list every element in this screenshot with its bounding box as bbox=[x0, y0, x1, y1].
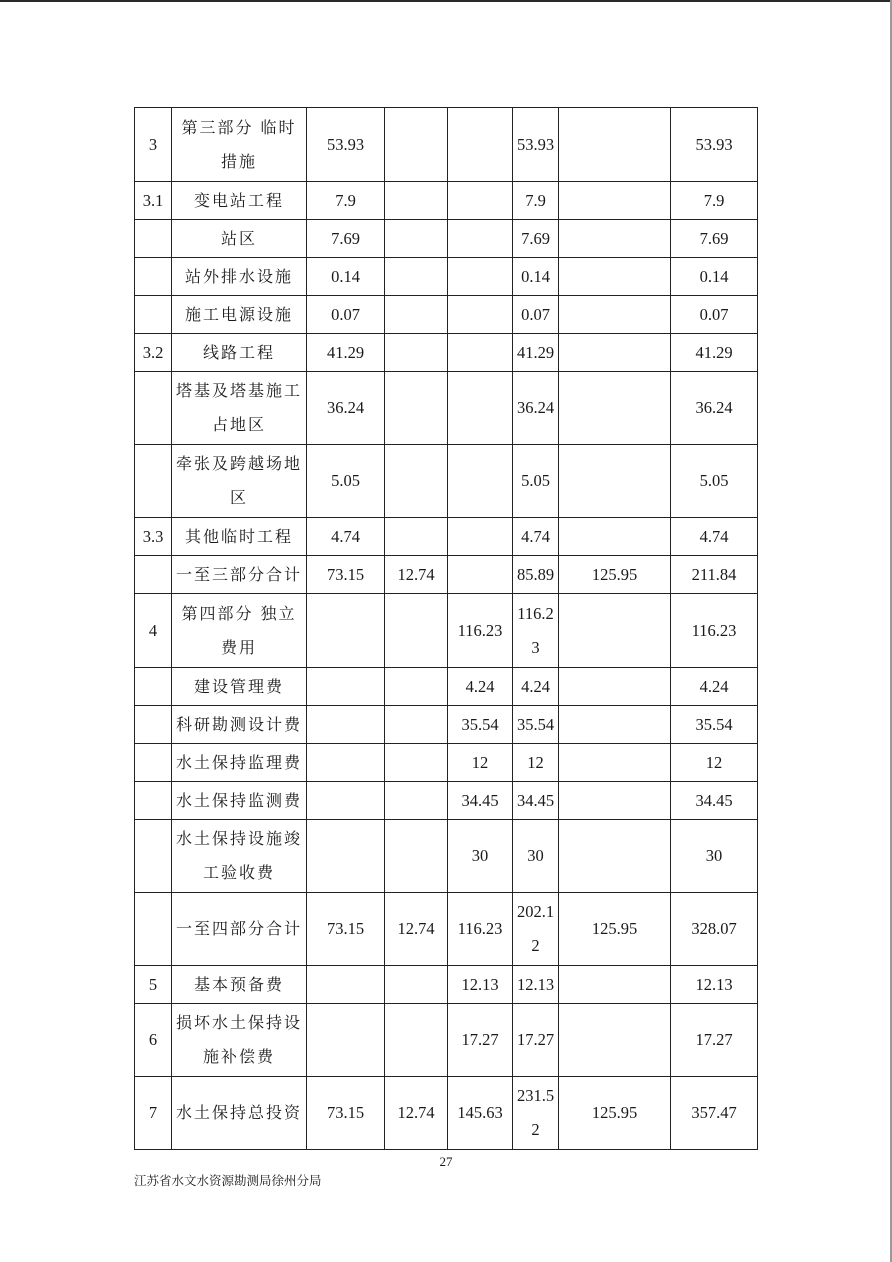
value-cell bbox=[307, 706, 385, 744]
table-row bbox=[135, 706, 758, 744]
value-cell bbox=[559, 258, 671, 296]
value-cell bbox=[559, 744, 671, 782]
value-cell: 41.29 bbox=[513, 334, 559, 372]
value-cell: 5.05 bbox=[513, 445, 559, 518]
row-number bbox=[135, 445, 172, 518]
table-row bbox=[135, 445, 758, 518]
value-cell: 53.93 bbox=[671, 108, 758, 182]
value-cell: 4.24 bbox=[671, 668, 758, 706]
value-cell bbox=[307, 594, 385, 668]
value-cell: 17.27 bbox=[448, 1004, 513, 1077]
value-cell: 7.69 bbox=[671, 220, 758, 258]
value-cell: 12.74 bbox=[385, 893, 448, 966]
value-cell: 30 bbox=[448, 820, 513, 893]
value-cell: 202.12 bbox=[513, 893, 559, 966]
value-cell: 116.23 bbox=[448, 594, 513, 668]
value-cell bbox=[559, 108, 671, 182]
row-number bbox=[135, 556, 172, 594]
value-cell: 0.07 bbox=[513, 296, 559, 334]
item-name: 科研勘测设计费 bbox=[172, 706, 307, 744]
row-number bbox=[135, 893, 172, 966]
table-row bbox=[135, 518, 758, 556]
row-number bbox=[135, 296, 172, 334]
row-number: 3.2 bbox=[135, 334, 172, 372]
value-cell bbox=[385, 220, 448, 258]
value-cell: 116.23 bbox=[513, 594, 559, 668]
value-cell bbox=[385, 782, 448, 820]
row-number: 6 bbox=[135, 1004, 172, 1077]
item-name: 其他临时工程 bbox=[172, 518, 307, 556]
value-cell bbox=[448, 182, 513, 220]
value-cell bbox=[307, 1004, 385, 1077]
item-name: 基本预备费 bbox=[172, 966, 307, 1004]
value-cell: 73.15 bbox=[307, 1077, 385, 1150]
value-cell: 0.14 bbox=[307, 258, 385, 296]
organization-footer: 江苏省水文水资源勘测局徐州分局 bbox=[134, 1173, 322, 1188]
value-cell bbox=[559, 820, 671, 893]
value-cell: 53.93 bbox=[513, 108, 559, 182]
row-number: 7 bbox=[135, 1077, 172, 1150]
value-cell: 145.63 bbox=[448, 1077, 513, 1150]
value-cell: 125.95 bbox=[559, 556, 671, 594]
row-number: 3 bbox=[135, 108, 172, 182]
table-row bbox=[135, 782, 758, 820]
row-number bbox=[135, 782, 172, 820]
value-cell: 125.95 bbox=[559, 1077, 671, 1150]
value-cell: 41.29 bbox=[307, 334, 385, 372]
row-number bbox=[135, 744, 172, 782]
item-name: 建设管理费 bbox=[172, 668, 307, 706]
value-cell bbox=[307, 782, 385, 820]
value-cell bbox=[448, 220, 513, 258]
table-row bbox=[135, 258, 758, 296]
value-cell bbox=[559, 966, 671, 1004]
value-cell: 5.05 bbox=[671, 445, 758, 518]
value-cell: 7.69 bbox=[307, 220, 385, 258]
table-row bbox=[135, 372, 758, 445]
value-cell bbox=[559, 296, 671, 334]
value-cell: 12.13 bbox=[448, 966, 513, 1004]
value-cell: 231.52 bbox=[513, 1077, 559, 1150]
value-cell bbox=[559, 1004, 671, 1077]
table-row bbox=[135, 893, 758, 966]
value-cell bbox=[307, 966, 385, 1004]
table-row bbox=[135, 594, 758, 668]
row-number bbox=[135, 820, 172, 893]
row-number bbox=[135, 668, 172, 706]
value-cell: 73.15 bbox=[307, 893, 385, 966]
item-name: 施工电源设施 bbox=[172, 296, 307, 334]
item-name: 站区 bbox=[172, 220, 307, 258]
value-cell: 4.74 bbox=[307, 518, 385, 556]
row-number bbox=[135, 220, 172, 258]
value-cell: 116.23 bbox=[671, 594, 758, 668]
value-cell: 53.93 bbox=[307, 108, 385, 182]
value-cell bbox=[559, 594, 671, 668]
value-cell bbox=[385, 518, 448, 556]
row-number: 4 bbox=[135, 594, 172, 668]
item-name: 一至三部分合计 bbox=[172, 556, 307, 594]
value-cell: 357.47 bbox=[671, 1077, 758, 1150]
value-cell bbox=[448, 108, 513, 182]
item-name: 水土保持总投资 bbox=[172, 1077, 307, 1150]
item-name: 水土保持设施竣工验收费 bbox=[172, 820, 307, 893]
value-cell bbox=[307, 744, 385, 782]
item-name: 损坏水土保持设施补偿费 bbox=[172, 1004, 307, 1077]
row-number bbox=[135, 706, 172, 744]
row-number: 3.1 bbox=[135, 182, 172, 220]
table-row bbox=[135, 108, 758, 182]
item-name: 第四部分 独立费用 bbox=[172, 594, 307, 668]
value-cell bbox=[448, 445, 513, 518]
table-row bbox=[135, 182, 758, 220]
value-cell: 0.14 bbox=[513, 258, 559, 296]
value-cell bbox=[385, 334, 448, 372]
value-cell bbox=[385, 372, 448, 445]
value-cell: 17.27 bbox=[671, 1004, 758, 1077]
value-cell: 4.74 bbox=[513, 518, 559, 556]
value-cell bbox=[385, 108, 448, 182]
value-cell: 12 bbox=[671, 744, 758, 782]
value-cell bbox=[559, 182, 671, 220]
value-cell: 30 bbox=[671, 820, 758, 893]
item-name: 塔基及塔基施工占地区 bbox=[172, 372, 307, 445]
value-cell bbox=[559, 668, 671, 706]
value-cell bbox=[385, 296, 448, 334]
value-cell: 0.07 bbox=[307, 296, 385, 334]
table-row bbox=[135, 1004, 758, 1077]
table-row bbox=[135, 296, 758, 334]
table-row bbox=[135, 1077, 758, 1150]
value-cell bbox=[448, 296, 513, 334]
value-cell bbox=[385, 706, 448, 744]
value-cell bbox=[448, 258, 513, 296]
item-name: 牵张及跨越场地区 bbox=[172, 445, 307, 518]
value-cell: 0.07 bbox=[671, 296, 758, 334]
value-cell: 116.23 bbox=[448, 893, 513, 966]
value-cell: 12.74 bbox=[385, 1077, 448, 1150]
table-row bbox=[135, 744, 758, 782]
row-number bbox=[135, 258, 172, 296]
value-cell bbox=[448, 334, 513, 372]
table-row bbox=[135, 966, 758, 1004]
top-border-line bbox=[0, 0, 892, 2]
value-cell: 12.13 bbox=[671, 966, 758, 1004]
value-cell: 35.54 bbox=[671, 706, 758, 744]
value-cell bbox=[307, 820, 385, 893]
value-cell: 36.24 bbox=[513, 372, 559, 445]
value-cell bbox=[385, 445, 448, 518]
value-cell bbox=[307, 668, 385, 706]
value-cell: 4.24 bbox=[513, 668, 559, 706]
value-cell: 36.24 bbox=[671, 372, 758, 445]
value-cell: 41.29 bbox=[671, 334, 758, 372]
value-cell: 4.74 bbox=[671, 518, 758, 556]
value-cell: 5.05 bbox=[307, 445, 385, 518]
value-cell: 328.07 bbox=[671, 893, 758, 966]
value-cell: 12.13 bbox=[513, 966, 559, 1004]
value-cell: 34.45 bbox=[671, 782, 758, 820]
item-name: 一至四部分合计 bbox=[172, 893, 307, 966]
table-row bbox=[135, 820, 758, 893]
value-cell: 17.27 bbox=[513, 1004, 559, 1077]
value-cell: 35.54 bbox=[513, 706, 559, 744]
table-row bbox=[135, 556, 758, 594]
table-row bbox=[135, 220, 758, 258]
value-cell bbox=[559, 518, 671, 556]
value-cell bbox=[559, 220, 671, 258]
value-cell: 34.45 bbox=[448, 782, 513, 820]
value-cell bbox=[385, 966, 448, 1004]
value-cell bbox=[385, 258, 448, 296]
item-name: 水土保持监测费 bbox=[172, 782, 307, 820]
value-cell bbox=[385, 820, 448, 893]
value-cell: 36.24 bbox=[307, 372, 385, 445]
value-cell: 7.69 bbox=[513, 220, 559, 258]
value-cell: 0.14 bbox=[671, 258, 758, 296]
value-cell bbox=[385, 1004, 448, 1077]
item-name: 线路工程 bbox=[172, 334, 307, 372]
table-row bbox=[135, 334, 758, 372]
value-cell: 12 bbox=[513, 744, 559, 782]
value-cell bbox=[559, 706, 671, 744]
row-number bbox=[135, 372, 172, 445]
value-cell: 211.84 bbox=[671, 556, 758, 594]
page-number: 27 bbox=[439, 1154, 453, 1169]
value-cell: 34.45 bbox=[513, 782, 559, 820]
value-cell: 4.24 bbox=[448, 668, 513, 706]
item-name: 站外排水设施 bbox=[172, 258, 307, 296]
item-name: 变电站工程 bbox=[172, 182, 307, 220]
row-number: 5 bbox=[135, 966, 172, 1004]
value-cell bbox=[559, 334, 671, 372]
value-cell: 7.9 bbox=[307, 182, 385, 220]
value-cell: 85.89 bbox=[513, 556, 559, 594]
value-cell: 12.74 bbox=[385, 556, 448, 594]
value-cell bbox=[448, 518, 513, 556]
value-cell bbox=[448, 556, 513, 594]
row-number: 3.3 bbox=[135, 518, 172, 556]
item-name: 第三部分 临时措施 bbox=[172, 108, 307, 182]
value-cell: 30 bbox=[513, 820, 559, 893]
value-cell bbox=[559, 782, 671, 820]
value-cell: 35.54 bbox=[448, 706, 513, 744]
value-cell bbox=[559, 372, 671, 445]
investment-table bbox=[134, 107, 758, 1150]
value-cell bbox=[385, 668, 448, 706]
value-cell: 7.9 bbox=[671, 182, 758, 220]
value-cell bbox=[559, 445, 671, 518]
table-row bbox=[135, 668, 758, 706]
value-cell: 12 bbox=[448, 744, 513, 782]
value-cell bbox=[385, 594, 448, 668]
value-cell: 125.95 bbox=[559, 893, 671, 966]
item-name: 水土保持监理费 bbox=[172, 744, 307, 782]
value-cell bbox=[385, 182, 448, 220]
value-cell bbox=[385, 744, 448, 782]
value-cell: 73.15 bbox=[307, 556, 385, 594]
value-cell bbox=[448, 372, 513, 445]
value-cell: 7.9 bbox=[513, 182, 559, 220]
